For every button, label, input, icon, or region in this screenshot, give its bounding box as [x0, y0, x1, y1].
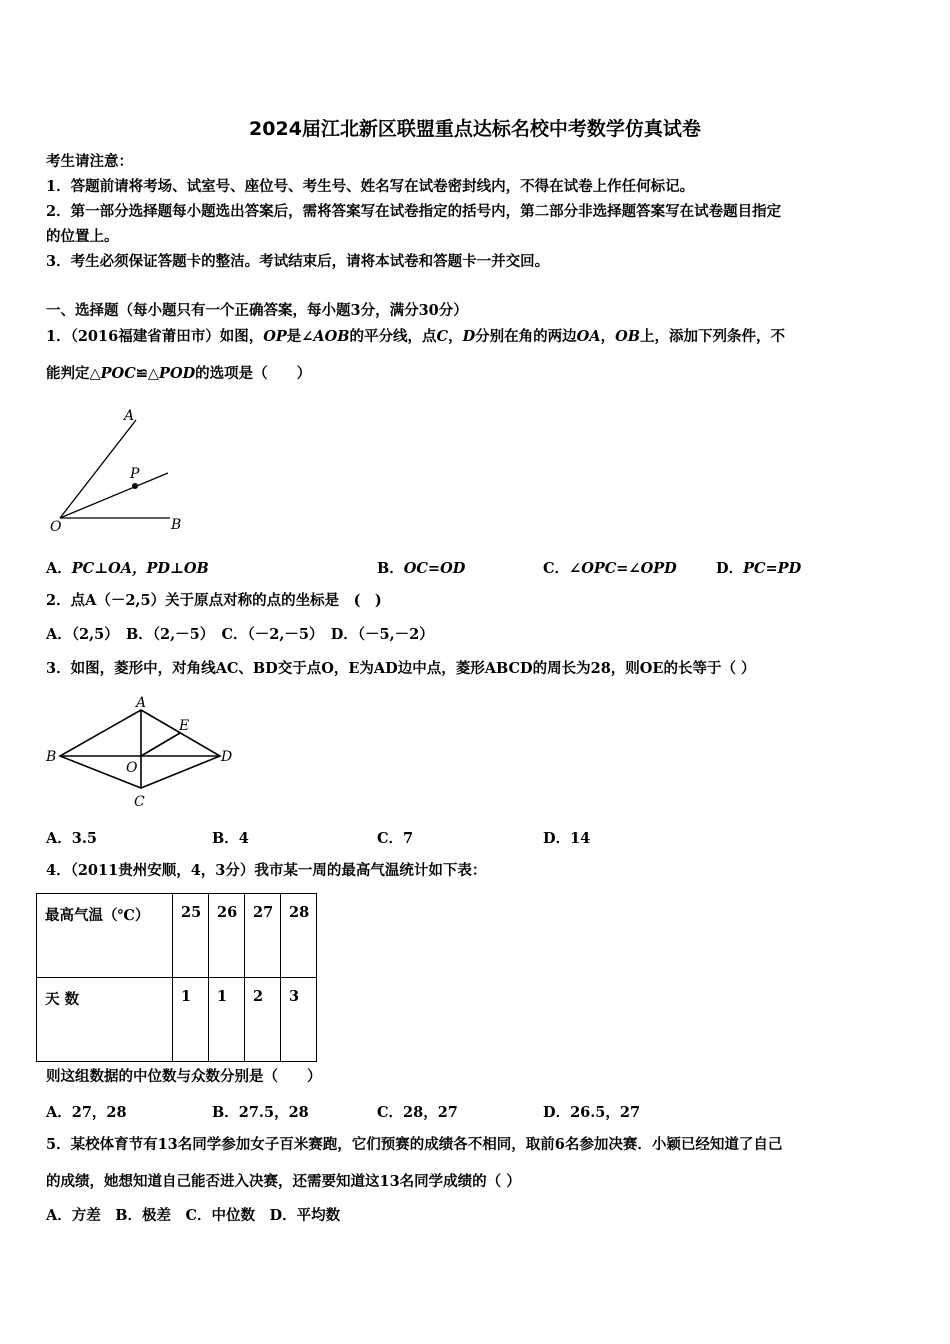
table-cell: 27 — [245, 894, 281, 978]
label-p: P — [130, 466, 140, 482]
notice-item-1: 1．答题前请将考场、试室号、座位号、考生号、姓名写在试卷密封线内，不得在试卷上作任何标记。 — [46, 178, 695, 195]
q4-option-c: C．28，27 — [377, 1104, 458, 1121]
table-cell: 25 — [173, 894, 209, 978]
label-a: A — [124, 408, 135, 424]
segment-oe — [141, 733, 180, 756]
q1-stem-line1: 1．（2016福建省莆田市）如图，OP是∠AOB的平分线，点C，D分别在角的两边OA，OB上，添加下列条件，不 — [46, 328, 785, 345]
label-o: O — [126, 760, 138, 776]
q3-rhombus-figure — [40, 692, 240, 812]
q4-option-b: B．27.5，28 — [212, 1104, 309, 1121]
q2-stem: 2．点A（－2,5）关于原点对称的点的坐标是 ( ) — [46, 592, 382, 609]
q3-option-a: A．3.5 — [46, 830, 97, 847]
table-cell: 2 — [245, 978, 281, 1062]
q1-option-a: A．PC⊥OA，PD⊥OB — [46, 560, 209, 577]
q4-stem: 4．（2011贵州安顺，4，3分）我市某一周的最高气温统计如下表： — [46, 862, 487, 879]
notice-item-3: 3．考生必须保证答题卡的整洁。考试结束后，请将本试卷和答题卡一并交回。 — [46, 253, 550, 270]
q5-options: A．方差 B．极差 C．中位数 D．平均数 — [46, 1207, 341, 1224]
label-b: B — [46, 749, 57, 765]
q2-options: A．（2,5） B．（2,－5） C．（－2,－5） D．（－5,－2） — [46, 626, 434, 643]
table-row — [37, 894, 317, 978]
q3-option-c: C．7 — [377, 830, 414, 847]
table-cell: 26 — [209, 894, 245, 978]
q1-angle-figure — [40, 400, 200, 540]
page-title: 2024届江北新区联盟重点达标名校中考数学仿真试卷 — [249, 118, 701, 140]
q3-option-b: B．4 — [212, 830, 249, 847]
table-cell: 28 — [281, 894, 317, 978]
notice-heading: 考生请注意： — [46, 153, 133, 170]
label-e: E — [179, 718, 190, 734]
temperature-table — [36, 893, 317, 1062]
table-cell: 1 — [173, 978, 209, 1062]
rhombus-abcd — [60, 710, 220, 788]
notice-item-2-cont: 的位置上。 — [46, 228, 119, 245]
table-cell: 1 — [209, 978, 245, 1062]
ray-oa — [60, 420, 136, 518]
table-cell: 3 — [281, 978, 317, 1062]
q1-option-d: D．PC=PD — [716, 560, 802, 577]
ray-op — [60, 473, 168, 518]
label-d: D — [221, 749, 233, 765]
section-heading: 一、选择题（每小题只有一个正确答案，每小题3分，满分30分） — [46, 302, 468, 319]
table-header-days: 天 数 — [37, 978, 173, 1062]
label-o: O — [50, 519, 62, 535]
point-p — [132, 483, 138, 489]
label-a: A — [136, 695, 147, 711]
q1-option-c: C．∠OPC=∠OPD — [543, 560, 677, 577]
label-c: C — [134, 794, 145, 810]
q5-stem-line2: 的成绩，她想知道自己能否进入决赛，还需要知道这13名同学成绩的（ ） — [46, 1173, 521, 1190]
notice-item-2: 2．第一部分选择题每小题选出答案后，需将答案写在试卷指定的括号内，第二部分非选择题答案写在试卷题目指定 — [46, 203, 782, 220]
q4-option-d: D．26.5，27 — [543, 1104, 641, 1121]
q3-option-d: D．14 — [543, 830, 591, 847]
q1-option-b: B．OC=OD — [377, 560, 466, 577]
q4-option-a: A．27，28 — [46, 1104, 127, 1121]
table-header-temp: 最高气温（℃） — [37, 894, 173, 978]
table-row — [37, 978, 317, 1062]
label-b: B — [171, 517, 182, 533]
q4-question: 则这组数据的中位数与众数分别是（ ） — [46, 1068, 322, 1085]
q1-stem-line2: 能判定△POC≌△POD的选项是（ ） — [46, 365, 312, 382]
q5-stem-line1: 5．某校体育节有13名同学参加女子百米赛跑，它们预赛的成绩各不相同，取前6名参加决赛．小颖已经知道了自己 — [46, 1136, 783, 1153]
q3-stem: 3．如图，菱形中，对角线AC、BD交于点O，E为AD边中点，菱形ABCD的周长为28，则OE的长等于（ ） — [46, 660, 756, 677]
